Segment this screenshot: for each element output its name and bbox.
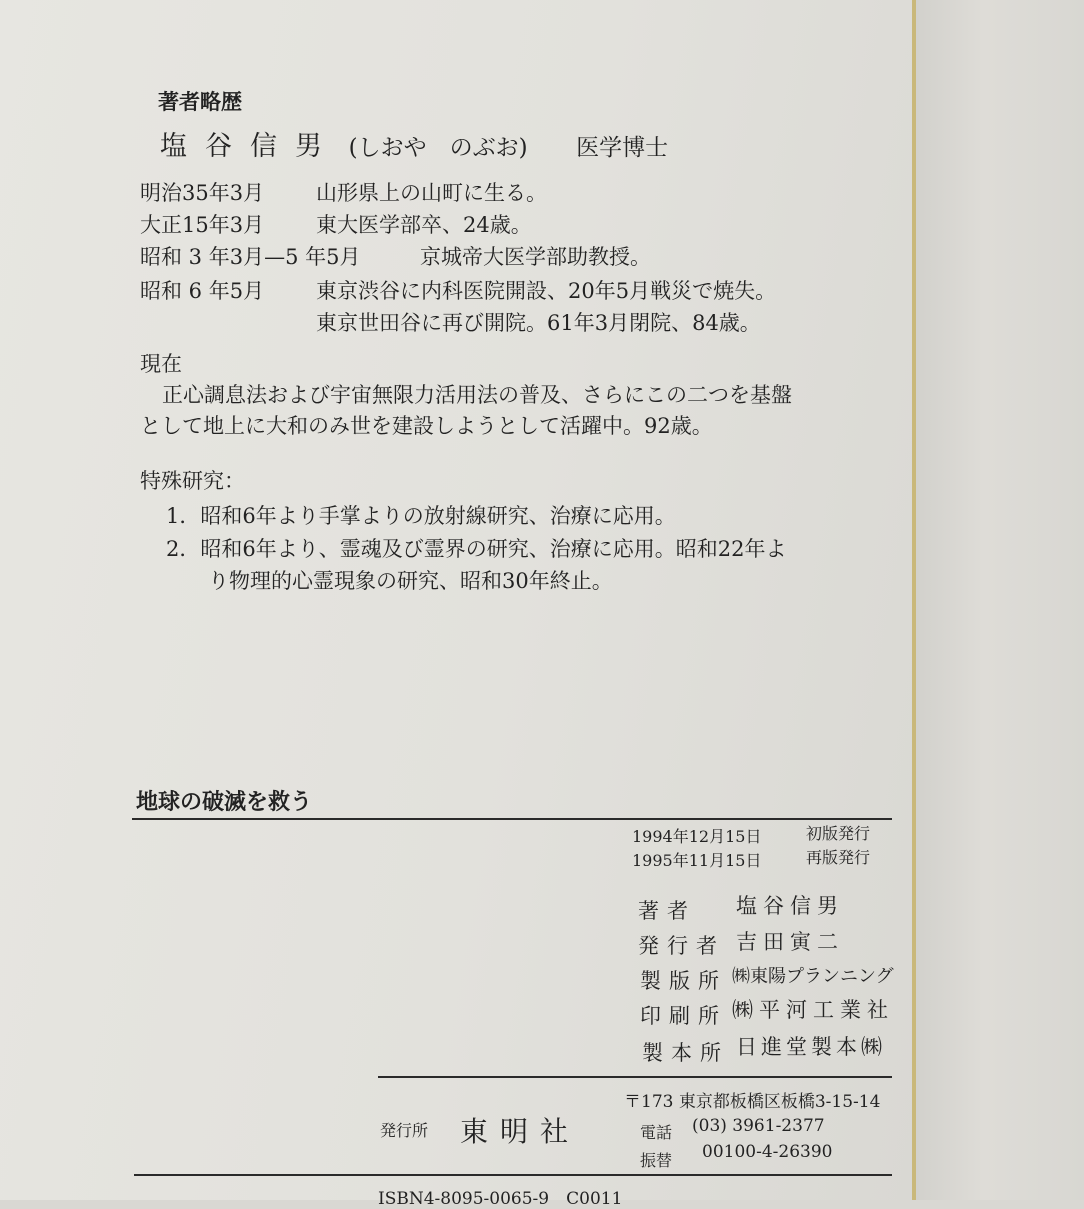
bio-entry-desc: 東京渋谷に内科医院開設、20年5月戦災で焼失。: [316, 279, 777, 303]
research-item: 2．昭和6年より、霊魂及び霊界の研究、治療に応用。昭和22年よ: [166, 537, 787, 561]
biography-heading: 著者略歴: [158, 89, 242, 114]
transfer-label: 振替: [640, 1151, 673, 1170]
current-text-line: 正心調息法および宇宙無限力活用法の普及、さらにこの二つを基盤: [162, 383, 792, 407]
credit-name: ㈱東陽プランニング: [732, 966, 894, 987]
publisher-label: 発行所: [380, 1121, 429, 1140]
phone-number: (03) 3961-2377: [692, 1116, 825, 1136]
credit-role: 著者: [638, 899, 696, 923]
research-item-continued: り物理的心霊現象の研究、昭和30年終止。: [208, 569, 613, 593]
bio-entry-date: 明治35年3月: [140, 181, 265, 205]
bio-entry-desc: 山形県上の山町に生る。: [316, 181, 547, 205]
edition-label: 再版発行: [806, 848, 871, 867]
current-text-line: として地上に大和のみ世を建設しようとして活躍中。92歳。: [140, 414, 713, 438]
credit-name: 塩谷信男: [736, 894, 844, 918]
title-divider: [132, 818, 892, 820]
credit-name: 日進堂製本㈱: [736, 1035, 886, 1059]
publisher-divider-top: [378, 1076, 892, 1078]
phone-label: 電話: [640, 1123, 673, 1142]
edition-label: 初版発行: [806, 824, 871, 843]
adjacent-page: [916, 0, 1084, 1200]
bio-entry-date: 大正15年3月: [140, 213, 265, 237]
isbn: ISBN4-8095-0065-9 C0011: [378, 1189, 623, 1209]
credit-role: 製版所: [640, 969, 727, 993]
credit-role: 発行者: [638, 934, 725, 958]
bio-entry-desc: 東大医学部卒、24歳。: [316, 213, 532, 237]
research-heading: 特殊研究：: [140, 469, 245, 493]
author-name-reading: (しおや のぶお): [348, 135, 528, 161]
author-title: 医学博士: [576, 135, 669, 161]
credit-name: ㈱平河工業社: [732, 998, 894, 1022]
current-heading: 現在: [140, 352, 182, 376]
edition-date: 1994年12月15日: [632, 827, 762, 846]
bio-entry-date: 昭和 3 年3月—5 年5月: [140, 245, 361, 269]
author-name: 塩谷信男: [160, 131, 340, 162]
research-item: 1．昭和6年より手掌よりの放射線研究、治療に応用。: [166, 504, 676, 528]
credit-role: 製本所: [642, 1041, 729, 1065]
edition-date: 1995年11月15日: [632, 851, 762, 870]
credit-role: 印刷所: [640, 1004, 727, 1028]
author-name-line: [160, 124, 668, 163]
bio-entry-desc: 東京世田谷に再び開院。61年3月閉院、84歳。: [316, 311, 761, 335]
credit-name: 吉田寅二: [736, 930, 844, 954]
publisher-name: 東明社: [460, 1115, 581, 1148]
bio-entry-date: 昭和 6 年5月: [140, 279, 265, 303]
publisher-address: 〒173 東京都板橋区板橋3-15-14: [624, 1092, 881, 1112]
book-title: 地球の破滅を救う: [136, 789, 313, 815]
transfer-account: 00100-4-26390: [702, 1142, 833, 1162]
bio-entry-desc: 京城帝大医学部助教授。: [420, 245, 651, 269]
publisher-divider-bottom: [134, 1174, 892, 1176]
